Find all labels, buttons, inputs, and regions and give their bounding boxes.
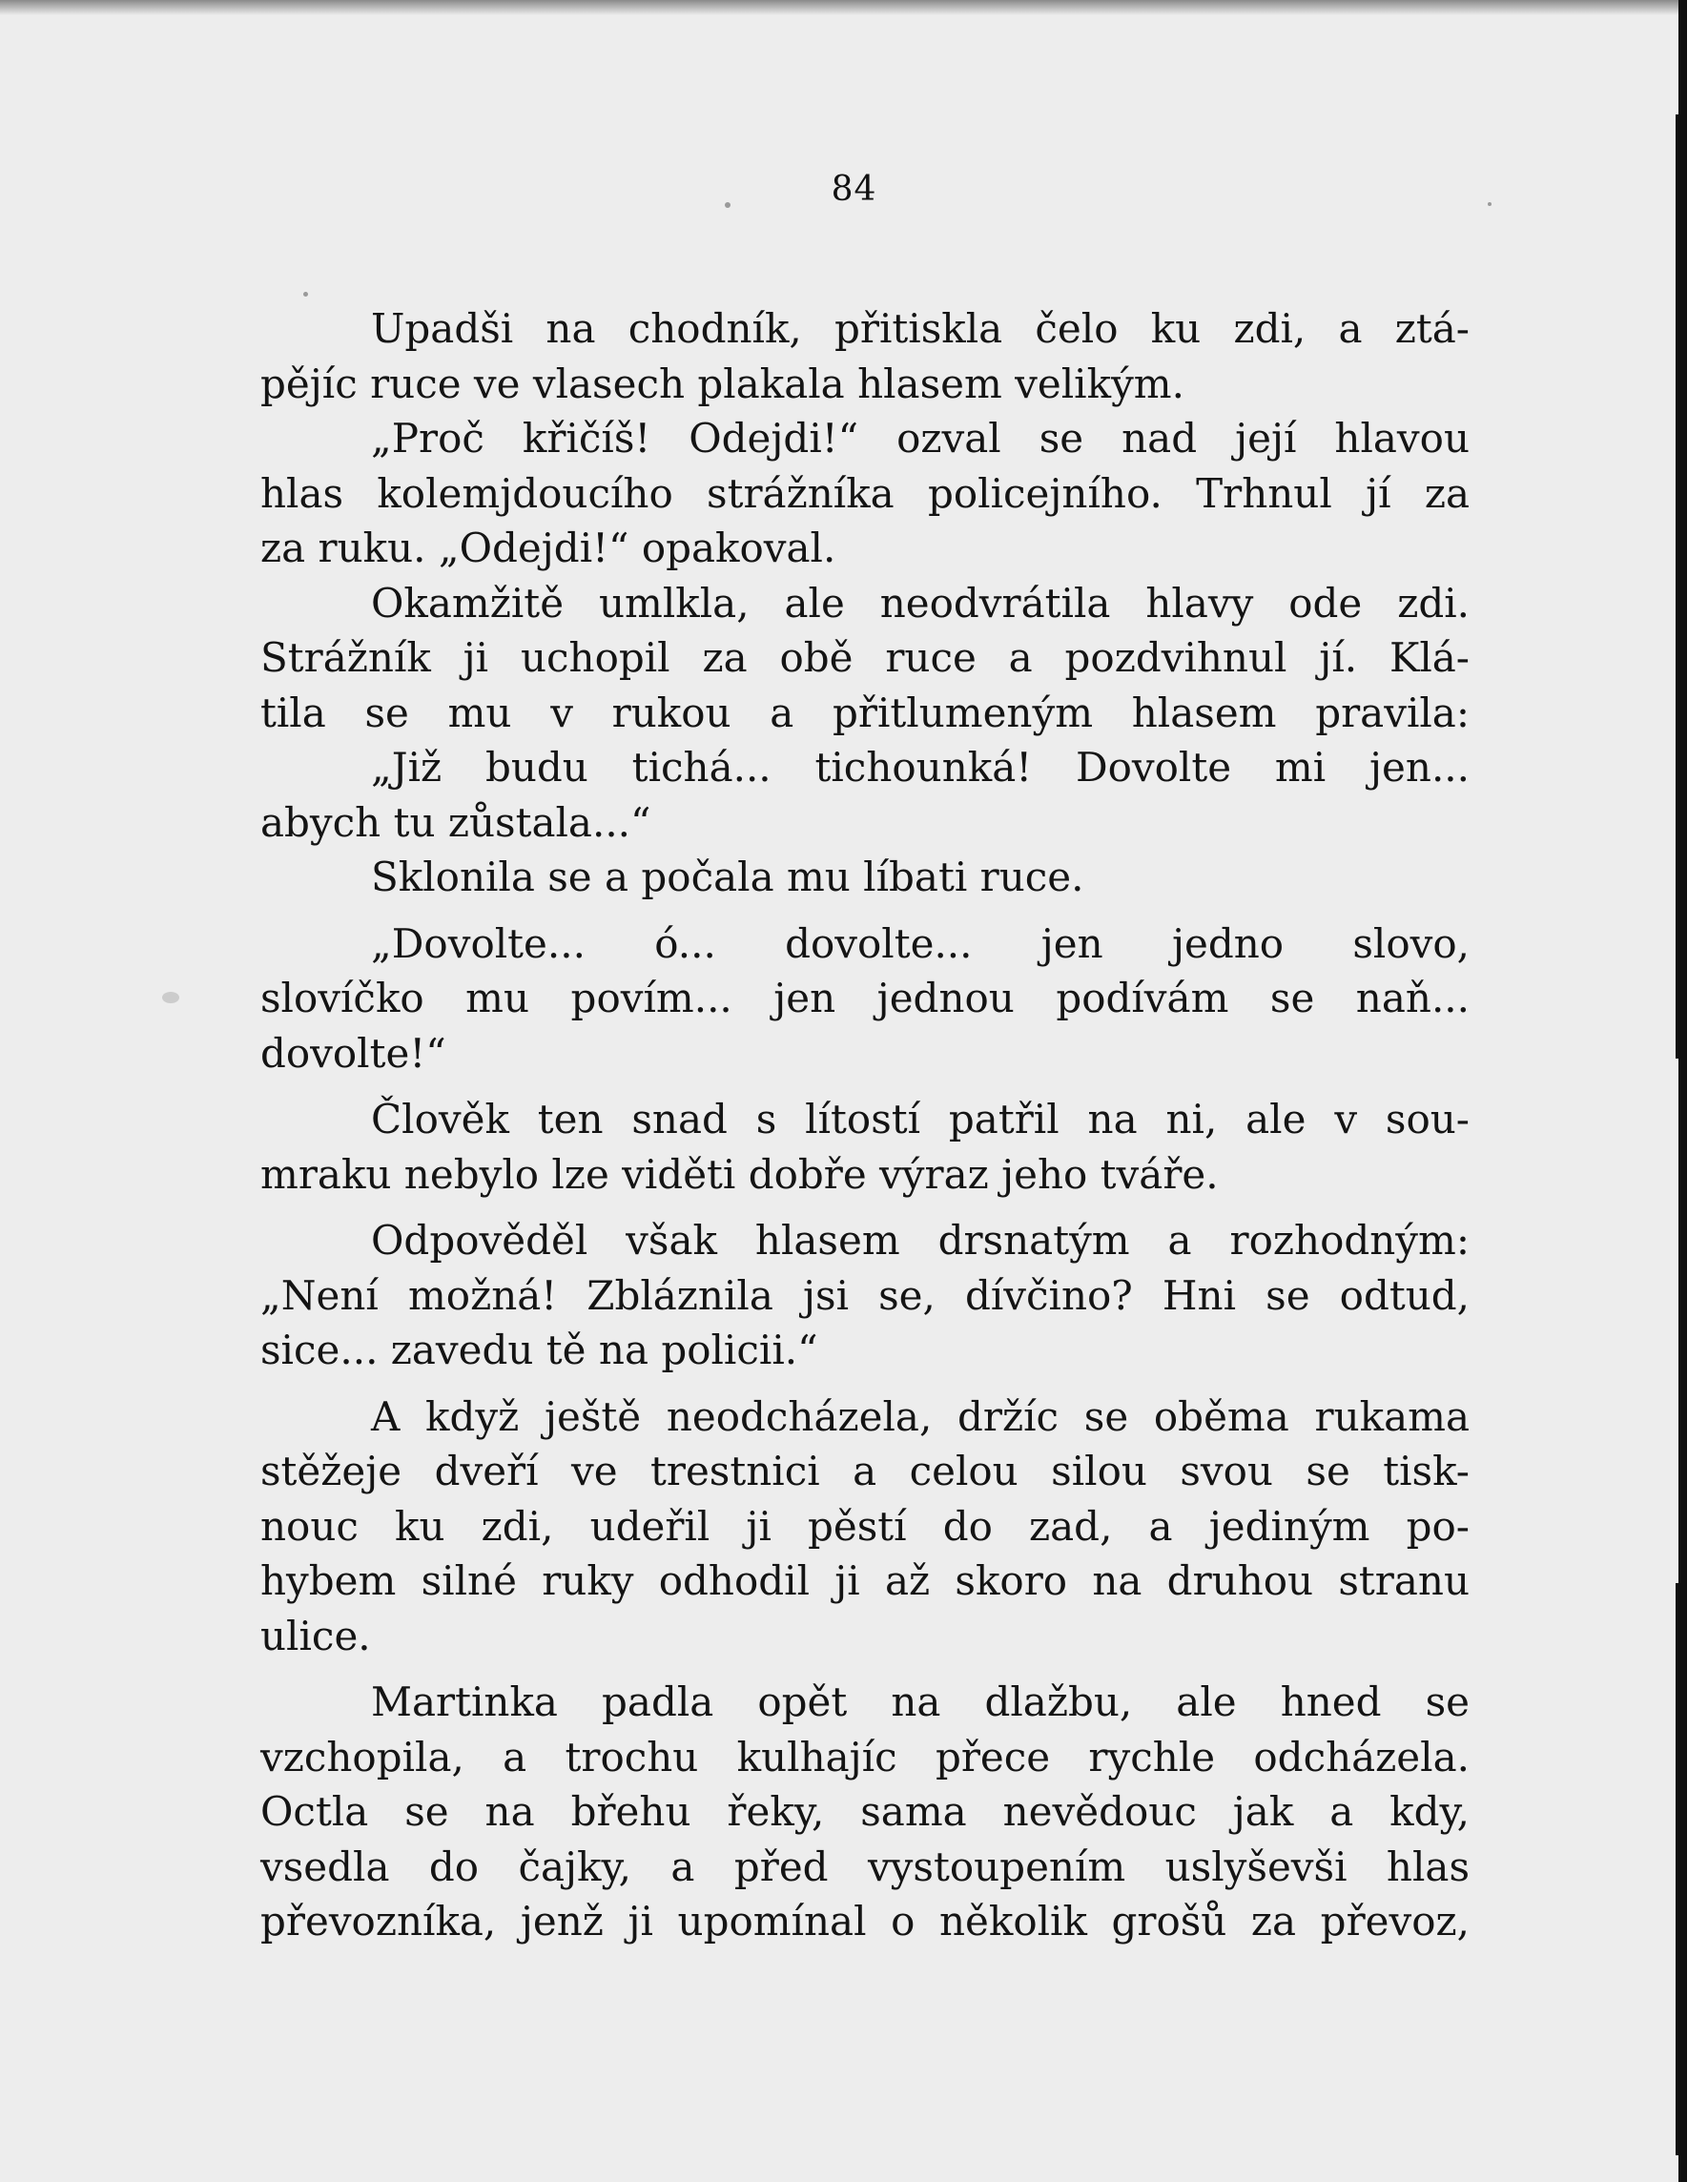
text-line: Upadši na chodník, přitiskla čelo ku zdi, a ztá- — [371, 305, 1470, 352]
text-line: za ruku. „Odejdi!“ opakoval. — [260, 525, 836, 571]
scan-speck — [303, 292, 308, 297]
text-line: Octla se na břehu řeky, sama nevědouc jak a kdy, — [260, 1788, 1470, 1835]
text-line: slovíčko mu povím... jen jednou podívám se naň... — [260, 975, 1470, 1021]
page-number: 84 — [831, 170, 877, 209]
text-line: Martinka padla opět na dlažbu, ale hned se — [371, 1678, 1470, 1725]
text-line: Odpověděl však hlasem drsnatým a rozhodným: — [371, 1217, 1470, 1264]
page-text — [260, 301, 1470, 1949]
text-line: Člověk ten snad s lítostí patřil na ni, ale v sou- — [371, 1096, 1470, 1142]
text-line: „Proč křičíš! Odejdi!“ ozval se nad její hlavou — [371, 415, 1470, 462]
text-line: Okamžitě umlkla, ale neodvrátila hlavy ode zdi. — [371, 579, 1470, 627]
text-line: nouc ku zdi, udeřil ji pěstí do zad, a jediným po- — [260, 1502, 1470, 1550]
text-line: hybem silné ruky odhodil ji až skoro na druhou stranu — [260, 1557, 1470, 1604]
text-line: abych tu zůstala...“ — [260, 798, 651, 846]
text-line: stěžeje dveří ve trestnici a celou silou svou se tisk- — [260, 1448, 1470, 1494]
text-line: „Již budu tichá... tichounká! Dovolte mi jen... — [371, 744, 1470, 791]
text-line: „Dovolte... ó... dovolte... jen jedno slovo, — [371, 919, 1470, 967]
text-line: dovolte!“ — [260, 1029, 446, 1077]
scan-speck — [162, 992, 179, 1003]
text-line: převozníka, jenž ji upomínal o několik grošů za převoz, — [260, 1898, 1470, 1945]
text-line: sice... zavedu tě na policii.“ — [260, 1327, 818, 1373]
text-line: ulice. — [260, 1612, 371, 1659]
text-line: Sklonila se a počala mu líbati ruce. — [371, 854, 1084, 900]
scan-binding-edge — [1687, 0, 1708, 2182]
text-line: pějíc ruce ve vlasech plakala hlasem velikým. — [260, 360, 1184, 407]
text-line: tila se mu v rukou a přitlumeným hlasem pravila: — [260, 689, 1470, 736]
text-line: A když ještě neodcházela, držíc se oběma rukama — [371, 1392, 1470, 1440]
text-line: mraku nebylo lze viděti dobře výraz jeho tváře. — [260, 1150, 1219, 1198]
text-line: Strážník ji uchopil za obě ruce a pozdvihnul jí. Klá- — [260, 634, 1470, 681]
scan-binding-line-upper — [1676, 114, 1687, 1059]
text-line: „Není možná! Zbláznila jsi se, dívčino? Hni se odtud, — [260, 1271, 1470, 1319]
text-line: vzchopila, a trochu kulhajíc přece rychle odcházela. — [260, 1733, 1470, 1781]
text-line: hlas kolemjdoucího strážníka policejního. Trhnul jí za — [260, 469, 1470, 517]
scan-binding-line-lower — [1676, 1583, 1687, 2155]
text-line: vsedla do čajky, a před vystoupením uslyševši hlas — [260, 1842, 1470, 1890]
scan-top-shadow — [0, 0, 1678, 15]
